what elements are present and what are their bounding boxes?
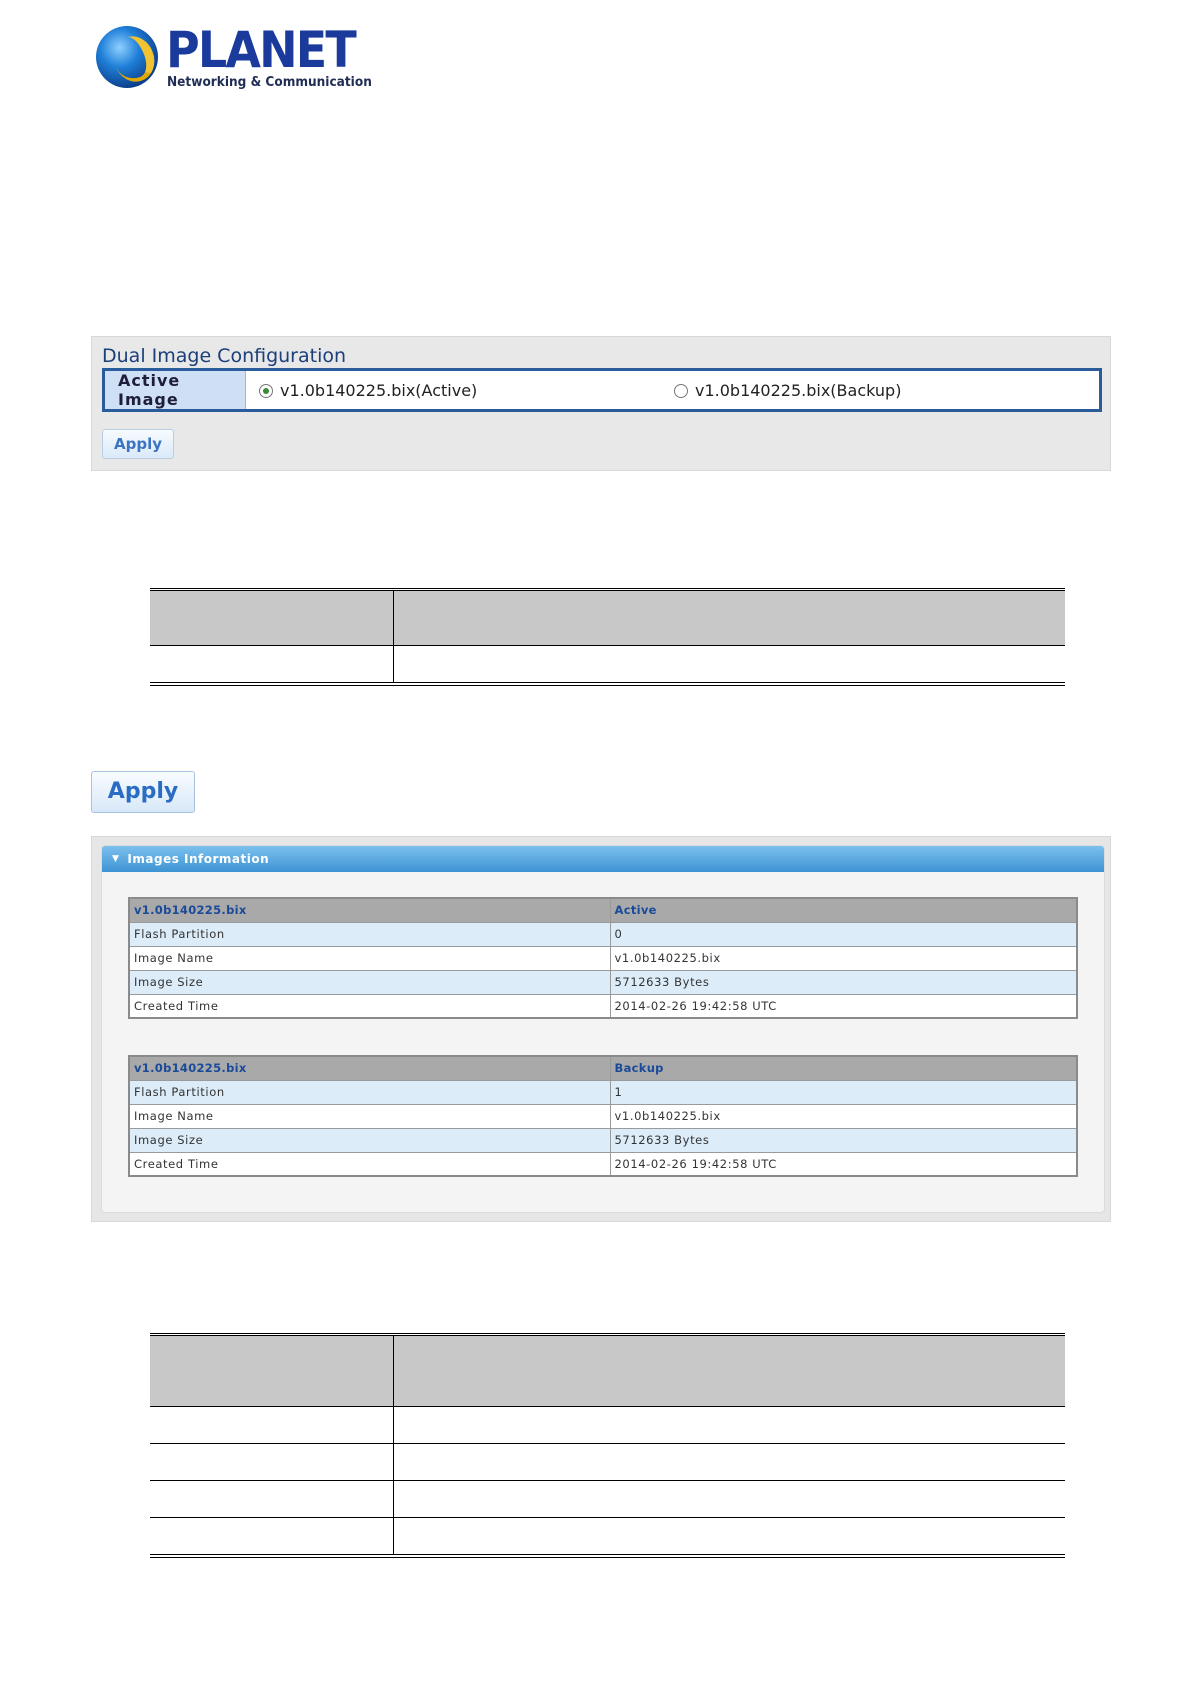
table-row <box>129 1080 1077 1104</box>
row-value: 5712633 Bytes <box>610 970 1077 994</box>
logo-tagline: Networking & Communication <box>167 74 372 90</box>
row-value: v1.0b140225.bix <box>610 946 1077 970</box>
radio-checked-icon[interactable] <box>259 384 273 398</box>
apply-button[interactable]: Apply <box>91 771 195 813</box>
table-row <box>129 970 1077 994</box>
row-key: Flash Partition <box>129 922 610 946</box>
logo-brand: PLANET <box>166 21 355 79</box>
apply-button-small[interactable]: Apply <box>102 429 174 459</box>
blank-table-header <box>150 1336 1065 1406</box>
row-key: Image Size <box>129 1128 610 1152</box>
radio-active-option[interactable] <box>259 381 477 400</box>
image-file-name: v1.0b140225.bix <box>129 898 610 922</box>
row-value: v1.0b140225.bix <box>610 1104 1077 1128</box>
table-row <box>129 1152 1077 1176</box>
row-key: Created Time <box>129 994 610 1018</box>
row-value: 2014-02-26 19:42:58 UTC <box>610 1152 1077 1176</box>
row-value: 0 <box>610 922 1077 946</box>
row-key: Image Name <box>129 1104 610 1128</box>
blank-table-header <box>150 591 1065 645</box>
radio-unchecked-icon[interactable] <box>674 384 688 398</box>
table-row <box>129 1104 1077 1128</box>
images-info-header[interactable] <box>102 846 1104 872</box>
table-row <box>129 946 1077 970</box>
radio-backup-option[interactable] <box>674 381 901 400</box>
row-value: 2014-02-26 19:42:58 UTC <box>610 994 1077 1018</box>
images-info-title: Images Information <box>127 852 270 866</box>
row-key: Image Size <box>129 970 610 994</box>
backup-image-table <box>128 1055 1078 1177</box>
blank-table-row <box>150 1517 1065 1554</box>
table-header-row <box>129 898 1077 922</box>
active-image-table <box>128 897 1078 1019</box>
blank-table-row <box>150 1480 1065 1517</box>
dual-image-panel <box>91 336 1111 471</box>
globe-logo-icon <box>96 26 158 88</box>
radio-active-label: v1.0b140225.bix(Active) <box>280 381 478 400</box>
blank-table-row <box>150 645 1065 682</box>
table-row <box>129 994 1077 1018</box>
dual-image-title: Dual Image Configuration <box>102 345 347 367</box>
images-info-card <box>101 845 1105 1213</box>
blank-table-row <box>150 1443 1065 1480</box>
row-key: Image Name <box>129 946 610 970</box>
planet-logo <box>96 21 372 92</box>
collapse-triangle-icon[interactable]: ▼ <box>112 854 120 864</box>
table-row <box>129 922 1077 946</box>
row-key: Flash Partition <box>129 1080 610 1104</box>
blank-table-row <box>150 1406 1065 1443</box>
image-state: Active <box>610 898 1077 922</box>
row-key: Created Time <box>129 1152 610 1176</box>
radio-backup-label: v1.0b140225.bix(Backup) <box>695 381 902 400</box>
blank-table-2 <box>150 1333 1065 1558</box>
table-header-row <box>129 1056 1077 1080</box>
images-info-panel <box>91 836 1111 1222</box>
blank-table-1 <box>150 588 1065 686</box>
active-image-label: Active Image <box>105 371 246 409</box>
row-value: 5712633 Bytes <box>610 1128 1077 1152</box>
image-state: Backup <box>610 1056 1077 1080</box>
image-file-name: v1.0b140225.bix <box>129 1056 610 1080</box>
table-row <box>129 1128 1077 1152</box>
active-image-row <box>102 368 1102 412</box>
row-value: 1 <box>610 1080 1077 1104</box>
